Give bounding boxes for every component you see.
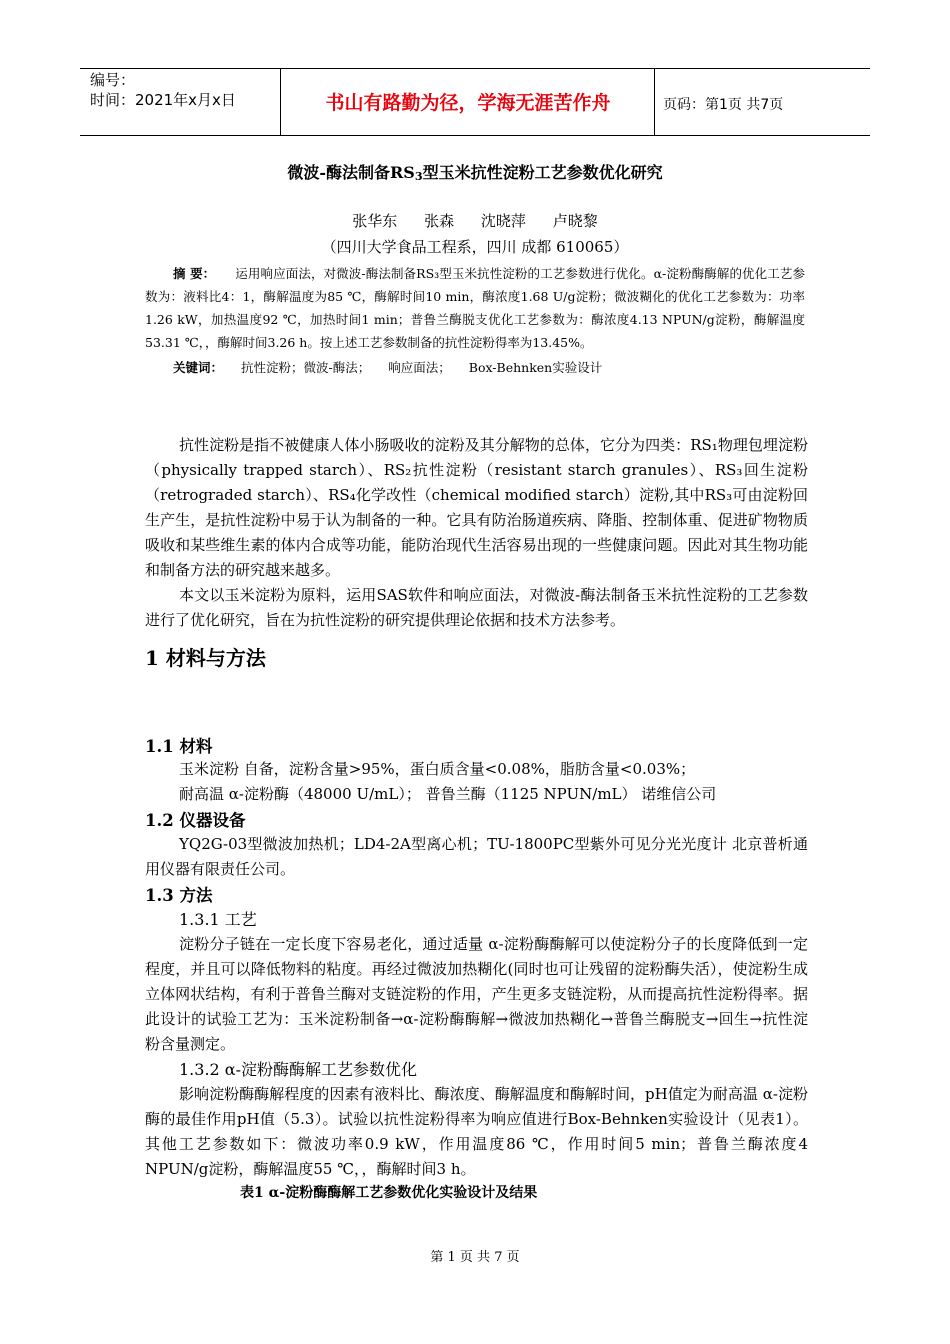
abstract-label: 摘 要： (173, 266, 216, 281)
process-text: 淀粉分子链在一定长度下容易老化，通过适量 α-淀粉酶酶解可以使淀粉分子的长度降低到一定程度，并且可以降低物料的粘度。再经过微波加热糊化(同时也可让残留的淀粉酶失活），使淀粉生成立体网状结构，有利于普鲁兰酶对支链淀粉的作用，产生更多支链淀粉，从而提高抗性淀粉得率。据此设计的试验工艺为：玉米淀粉制备→α-淀粉酶酶解→微波加热糊化→普鲁兰酶脱支→回生→抗性淀粉含量测定。 (145, 935, 808, 1053)
header-divider-right (654, 68, 655, 136)
authors (0, 210, 950, 231)
header-meta (90, 70, 236, 110)
section-1-heading: 1 材料与方法 (145, 646, 266, 670)
optimization-text: 影响淀粉酶酶解程度的因素有液料比、酶浓度、酶解温度和酶解时间，pH值定为耐高温 α-淀粉酶的最佳作用pH值（5.3）。试验以抗性淀粉得率为响应值进行Box-Behnken实验设计（见表1）。其他工艺参数如下：微波功率0.9 kW，作用温度86 ℃，作用时间5 min；普鲁兰酶浓度4 NPUN/g淀粉，酶解温度55 ℃，，酶解时间3 h。 (145, 1085, 808, 1178)
optimization-text-block (145, 1082, 808, 1182)
title-main: 微波-酶法制备RS (287, 163, 415, 182)
section-1-3-2-heading: 1.3.2 α-淀粉酶酶解工艺参数优化 (179, 1060, 418, 1079)
author-3: 沈晓萍 (480, 212, 526, 230)
equipment-text: YQ2G-03型微波加热机；LD4-2A型离心机；TU-1800PC型紫外可见分光光度计 北京普析通用仪器有限责任公司。 (145, 835, 808, 878)
title-rest: 型玉米抗性淀粉工艺参数优化研究 (422, 163, 663, 182)
equipment-text-block (145, 832, 808, 882)
header-time: 时间：2021年x月x日 (90, 91, 236, 109)
materials-line-1: 玉米淀粉 自备，淀粉含量>95%，蛋白质含量<0.08%，脂肪含量<0.03%； (179, 760, 696, 778)
header-divider-left (280, 68, 281, 136)
section-1-3-1-heading: 1.3.1 工艺 (179, 910, 257, 929)
keywords-label: 关键词： (173, 360, 224, 375)
header-code: 编号： (90, 71, 136, 89)
materials-line-2: 耐高温 α-淀粉酶（48000 U/mL）； 普鲁兰酶（1125 NPUN/mL） 诺维信公司 (179, 785, 717, 803)
intro-paragraph-2: 本文以玉米淀粉为原料，运用SAS软件和响应面法，对微波-酶法制备玉米抗性淀粉的工艺参数进行了优化研究，旨在为抗性淀粉的研究提供理论依据和技术方法参考。 (145, 586, 808, 629)
intro (145, 433, 808, 633)
section-1-2-heading: 1.2 仪器设备 (145, 811, 246, 830)
keyword-3: Box-Behnken实验设计 (468, 360, 603, 375)
paper-title (0, 160, 950, 183)
keyword-2: 响应面法； (388, 360, 451, 375)
table-1-caption: 表1 α-淀粉酶酶解工艺参数优化实验设计及结果 (240, 1185, 538, 1201)
header-top-rule (80, 68, 870, 69)
keyword-1: 抗性淀粉；微波-酶法； (241, 360, 371, 375)
process-text-block (145, 932, 808, 1057)
abstract-text: 运用响应面法，对微波-酶法制备RS₃型玉米抗性淀粉的工艺参数进行优化。α-淀粉酶酶解的优化工艺参数为：液料比4：1，酶解温度为85 ℃，酶解时间10 min，酶浓度1.68 U/g淀粉；微波糊化的优化工艺参数为：功率1.26 kW，加热温度92 ℃，加热时间1 min；普鲁兰酶脱支优化工艺参数为：酶浓度4.13 NPUN/g淀粉，酶解温度53.31 ℃，，酶解时间3.26 h。按上述工艺参数制备的抗性淀粉得率为13.45%。 (145, 266, 805, 350)
author-2: 张森 (424, 212, 455, 230)
page-footer: 第 1 页 共 7 页 (430, 1250, 520, 1265)
title-subscript: 3 (414, 169, 423, 183)
abstract-block (145, 262, 805, 379)
author-1: 张华东 (352, 212, 398, 230)
section-1-3-heading: 1.3 方法 (145, 886, 213, 905)
author-4: 卢晓黎 (552, 212, 598, 230)
affiliation: （四川大学食品工程系，四川 成都 610065） (321, 238, 629, 256)
section-1-1-heading: 1.1 材料 (145, 737, 213, 756)
intro-paragraph-1: 抗性淀粉是指不被健康人体小肠吸收的淀粉及其分解物的总体，它分为四类：RS₁物理包埋淀粉（physically trapped starch）、RS₂抗性淀粉（resistant starch granules）、RS₃回生淀粉（retrograded starch）、RS₄化学改性（chemical modified starch）淀粉,其中RS₃可由淀粉回生产生，是抗性淀粉中易于认为制备的一种。它具有防治肠道疾病、降脂、控制体重、促进矿物物质吸收和某些维生素的体内合成等功能，能防治现代生活容易出现的一些健康问题。因此对其生物功能和制备方法的研究越来越多。 (145, 436, 808, 579)
header-page-number: 页码：第1页 共7页 (663, 97, 784, 113)
header-bottom-rule (80, 135, 870, 136)
header-motto: 书山有路勤为径，学海无涯苦作舟 (325, 92, 611, 114)
